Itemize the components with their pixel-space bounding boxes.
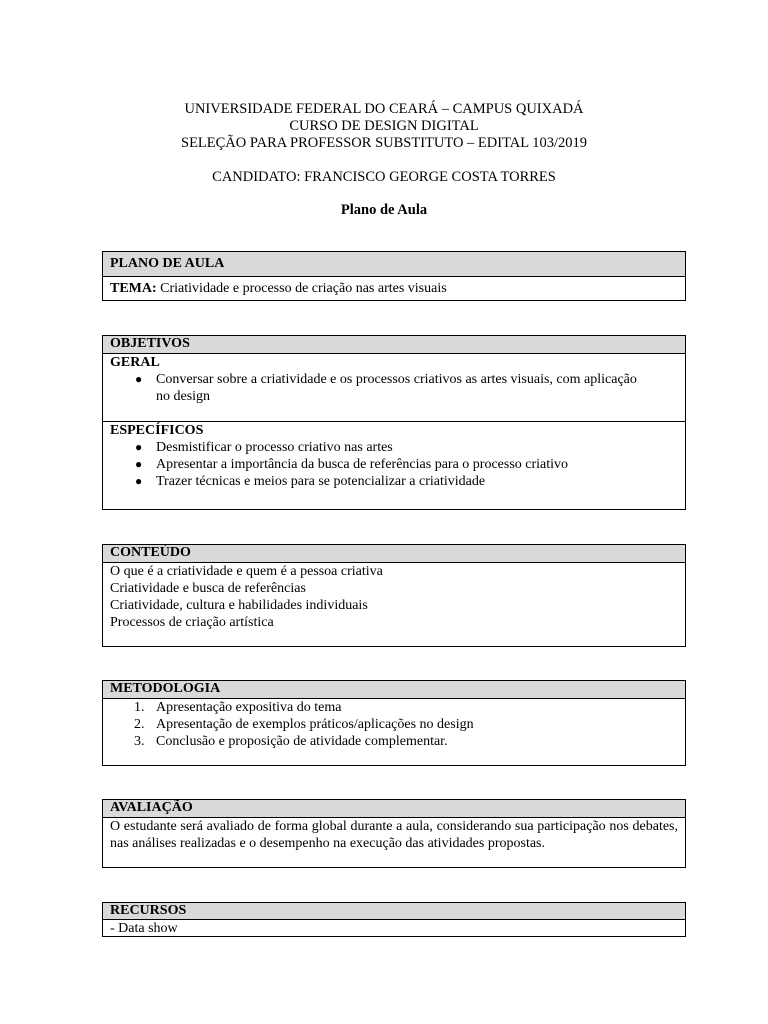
objetivos-heading: OBJETIVOS [103,336,685,354]
list-item: 2. Apresentação de exemplos práticos/aplicações no design [134,717,474,732]
avaliacao-text: O estudante será avaliado de forma global durante a aula, considerando sua participação nos debates, nas análises realizadas e o desempenho na execução das atividades propostas. [110,819,678,851]
conteudo-line: Criatividade e busca de referências [110,581,306,596]
metodologia-table [102,680,686,766]
especificos-list [110,439,685,490]
conteudo-heading: CONTEÚDO [103,545,685,563]
avaliacao-heading: AVALIAÇÃO [103,800,685,818]
plano-heading: PLANO DE AULA [103,252,685,277]
bullet-icon: ● [135,474,143,488]
avaliacao-table [102,799,686,868]
tema-row [103,277,685,300]
selection-title: SELEÇÃO PARA PROFESSOR SUBSTITUTO – EDITAL 103/2019 [181,135,587,151]
list-item: ● Conversar sobre a criatividade e os processos criativos as artes visuais, com aplicação no design [135,372,637,404]
objetivos-geral-cell [103,354,685,421]
metodologia-cell [103,699,685,750]
conteudo-table [102,544,686,647]
candidate-name: CANDIDATO: FRANCISCO GEORGE COSTA TORRES [212,169,556,185]
conteudo-cell [103,563,685,631]
list-item: 3. Conclusão e proposição de atividade complementar. [134,734,448,749]
tema-label: TEMA: [110,281,157,296]
objetivos-especificos-cell [103,421,685,509]
recursos-heading: RECURSOS [103,903,685,920]
list-item: ● Apresentar a importância da busca de referências para o processo criativo [135,457,569,472]
geral-label: GERAL [110,355,160,370]
plano-table [102,251,686,301]
recursos-table [102,902,686,937]
list-item: ● Desmistificar o processo criativo nas artes [135,440,393,455]
bullet-icon: ● [135,440,143,454]
conteudo-line: Processos de criação artística [110,615,274,630]
bullet-icon: ● [135,457,143,471]
bullet-icon: ● [135,372,143,386]
metodologia-heading: METODOLOGIA [103,681,685,699]
conteudo-line: O que é a criatividade e quem é a pessoa criativa [110,564,383,579]
tema-value: Criatividade e processo de criação nas artes visuais [160,281,447,296]
especificos-label: ESPECÍFICOS [110,423,204,438]
geral-list [110,371,685,405]
recursos-text: - Data show [110,921,178,936]
conteudo-line: Criatividade, cultura e habilidades individuais [110,598,368,613]
metodologia-list [110,699,685,750]
course-name: CURSO DE DESIGN DIGITAL [289,118,479,134]
objetivos-table [102,335,686,510]
list-item: ● Trazer técnicas e meios para se potencializar a criatividade [135,474,486,489]
list-item: 1. Apresentação expositiva do tema [134,700,342,715]
plan-title: Plano de Aula [340,202,428,218]
university-name: UNIVERSIDADE FEDERAL DO CEARÁ – CAMPUS QUIXADÁ [184,101,584,117]
